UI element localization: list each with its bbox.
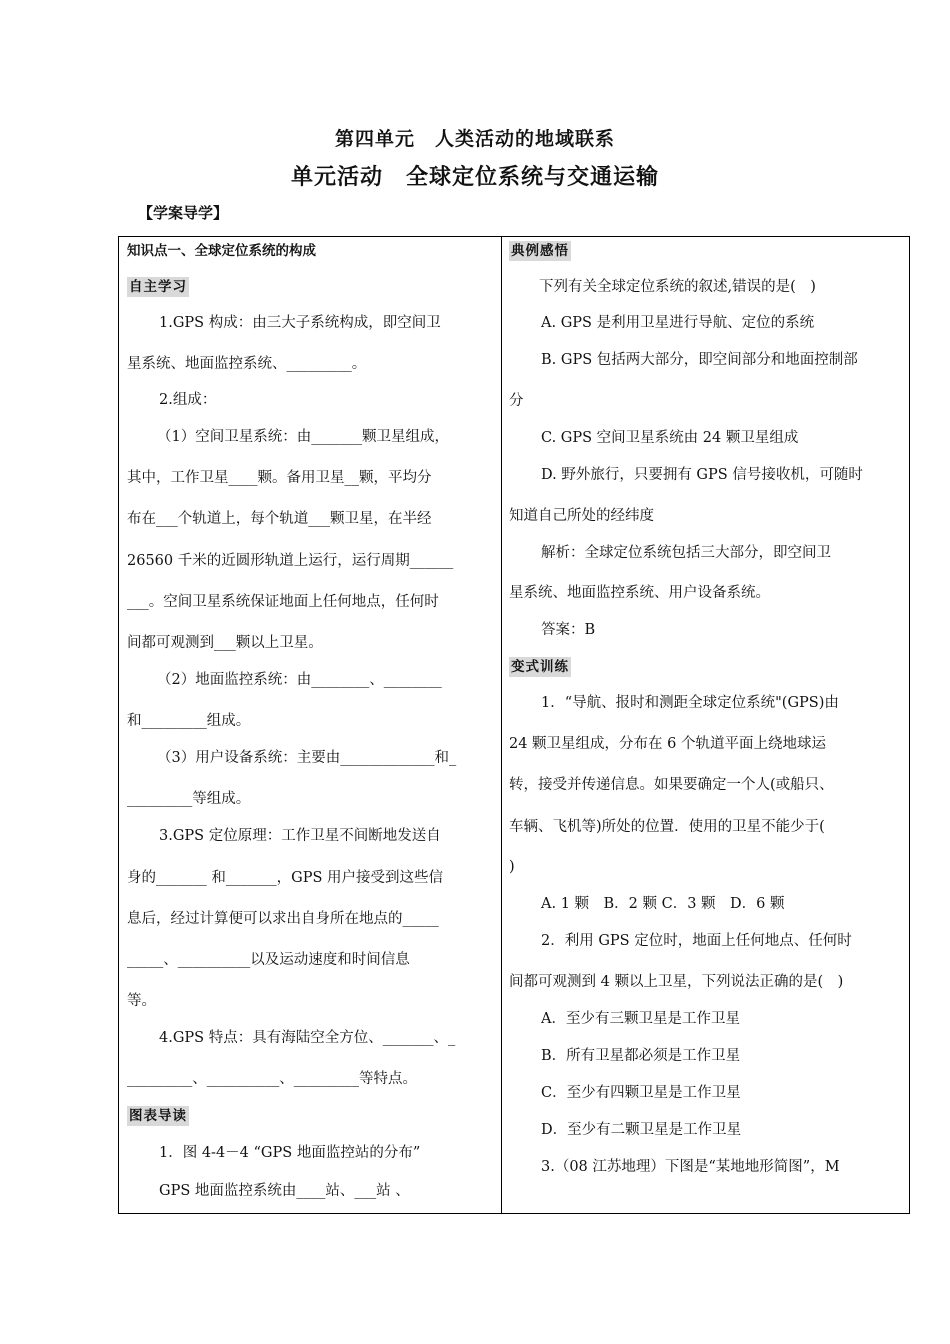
left-text-line: _____、__________以及运动速度和时间信息 xyxy=(127,952,410,968)
chart-heading: 图表导读 xyxy=(129,1108,187,1124)
right-text-line: 24 颗卫星组成，分布在 6 个轨道平面上绕地球运 xyxy=(509,736,827,752)
left-text-line: 身的_______ 和_______，GPS 用户接受到这些信 xyxy=(127,870,443,886)
right-text-line: 下列有关全球定位系统的叙述,错误的是( ) xyxy=(539,279,816,295)
right-text-line: C. GPS 空间卫星系统由 24 颗卫星组成 xyxy=(541,430,799,446)
right-text-line: 分 xyxy=(509,393,524,409)
right-text-line: A. GPS 是利用卫星进行导航、定位的系统 xyxy=(541,315,815,331)
example-heading: 典例感悟 xyxy=(511,243,569,259)
right-text-line: D．至少有二颗卫星是工作卫星 xyxy=(541,1122,742,1138)
left-text-line: 2.组成： xyxy=(159,392,217,408)
knowledge-heading: 知识点一、全球定位系统的构成 xyxy=(127,243,316,259)
right-text-line: A．至少有三颗卫星是工作卫星 xyxy=(541,1011,740,1027)
left-text-line: 间都可观测到___颗以上卫星。 xyxy=(127,635,323,651)
right-text-line: D. 野外旅行，只要拥有 GPS 信号接收机，可随时 xyxy=(541,467,863,483)
right-text-line: C．至少有四颗卫星是工作卫星 xyxy=(541,1085,741,1101)
right-text-line: B．所有卫星都必须是工作卫星 xyxy=(541,1048,741,1064)
activity-title: 单元活动 全球定位系统与交通运输 xyxy=(290,165,659,190)
left-text-line: 息后，经过计算便可以求出自身所在地点的_____ xyxy=(127,911,439,927)
left-text-line: _________、__________、_________等特点。 xyxy=(127,1071,417,1087)
left-text-line: 26560 千米的近圆形轨道上运行，运行周期______ xyxy=(127,553,454,569)
left-text-line: （1）空间卫星系统：由_______颗卫星组成， xyxy=(157,429,449,445)
right-text-line: 解析：全球定位系统包括三大部分，即空间卫 xyxy=(541,545,831,561)
left-text-line: 1.GPS 构成：由三大子系统构成，即空间卫 xyxy=(159,315,441,331)
right-text-line: 1．“导航、报时和测距全球定位系统"(GPS)由 xyxy=(541,695,839,711)
right-text-line: 3.（08 江苏地理）下图是“某地地形简图”，M xyxy=(541,1159,840,1175)
practice-heading: 变式训练 xyxy=(511,659,569,675)
right-text-line: 答案：B xyxy=(541,622,596,638)
right-text-line: 转，接受并传递信息。如果要确定一个人(或船只、 xyxy=(509,777,834,793)
left-text-line: 布在___个轨道上，每个轨道___颗卫星，在半经 xyxy=(127,511,432,527)
right-text-line: ) xyxy=(509,859,515,875)
section-label: 【学案导学】 xyxy=(138,204,229,222)
content-table xyxy=(118,236,910,1214)
column-divider xyxy=(501,237,502,1213)
left-text-line: GPS 地面监控系统由____站、___站 、 xyxy=(159,1183,410,1199)
left-text-line: （2）地面监控系统：由________、________ xyxy=(157,672,442,688)
right-text-line: B. GPS 包括两大部分，即空间部分和地面控制部 xyxy=(541,352,858,368)
self-study-heading: 自主学习 xyxy=(129,279,187,295)
right-text-line: 2．利用 GPS 定位时，地面上任何地点、任何时 xyxy=(541,933,852,949)
left-text-line: ___。空间卫星系统保证地面上任何地点，任何时 xyxy=(127,594,439,610)
right-text-line: 车辆、飞机等)所处的位置．使用的卫星不能少于( xyxy=(509,819,825,835)
left-text-line: （3）用户设备系统：主要由_____________和_ xyxy=(157,750,457,766)
left-text-line: 等。 xyxy=(127,993,156,1009)
left-text-line: 其中，工作卫星____颗。备用卫星__颗，平均分 xyxy=(127,470,432,486)
unit-title: 第四单元 人类活动的地域联系 xyxy=(334,128,615,150)
left-text-line: 和_________组成。 xyxy=(127,713,251,729)
left-text-line: 1．图 4-4－4 “GPS 地面监控站的分布” xyxy=(159,1145,421,1161)
right-text-line: 星系统、地面监控系统、用户设备系统。 xyxy=(509,585,770,601)
left-text-line: 星系统、地面监控系统、_________。 xyxy=(127,356,367,372)
left-text-line: _________等组成。 xyxy=(127,791,251,807)
right-text-line: 知道自己所处的经纬度 xyxy=(509,508,654,524)
left-text-line: 3.GPS 定位原理：工作卫星不间断地发送自 xyxy=(159,828,441,844)
right-text-line: 间都可观测到 4 颗以上卫星，下列说法正确的是( ) xyxy=(509,974,844,990)
right-text-line: A. 1 颗 B．2 颗 C．3 颗 D．6 颗 xyxy=(541,896,785,912)
left-text-line: 4.GPS 特点：具有海陆空全方位、_______、_ xyxy=(159,1030,456,1046)
